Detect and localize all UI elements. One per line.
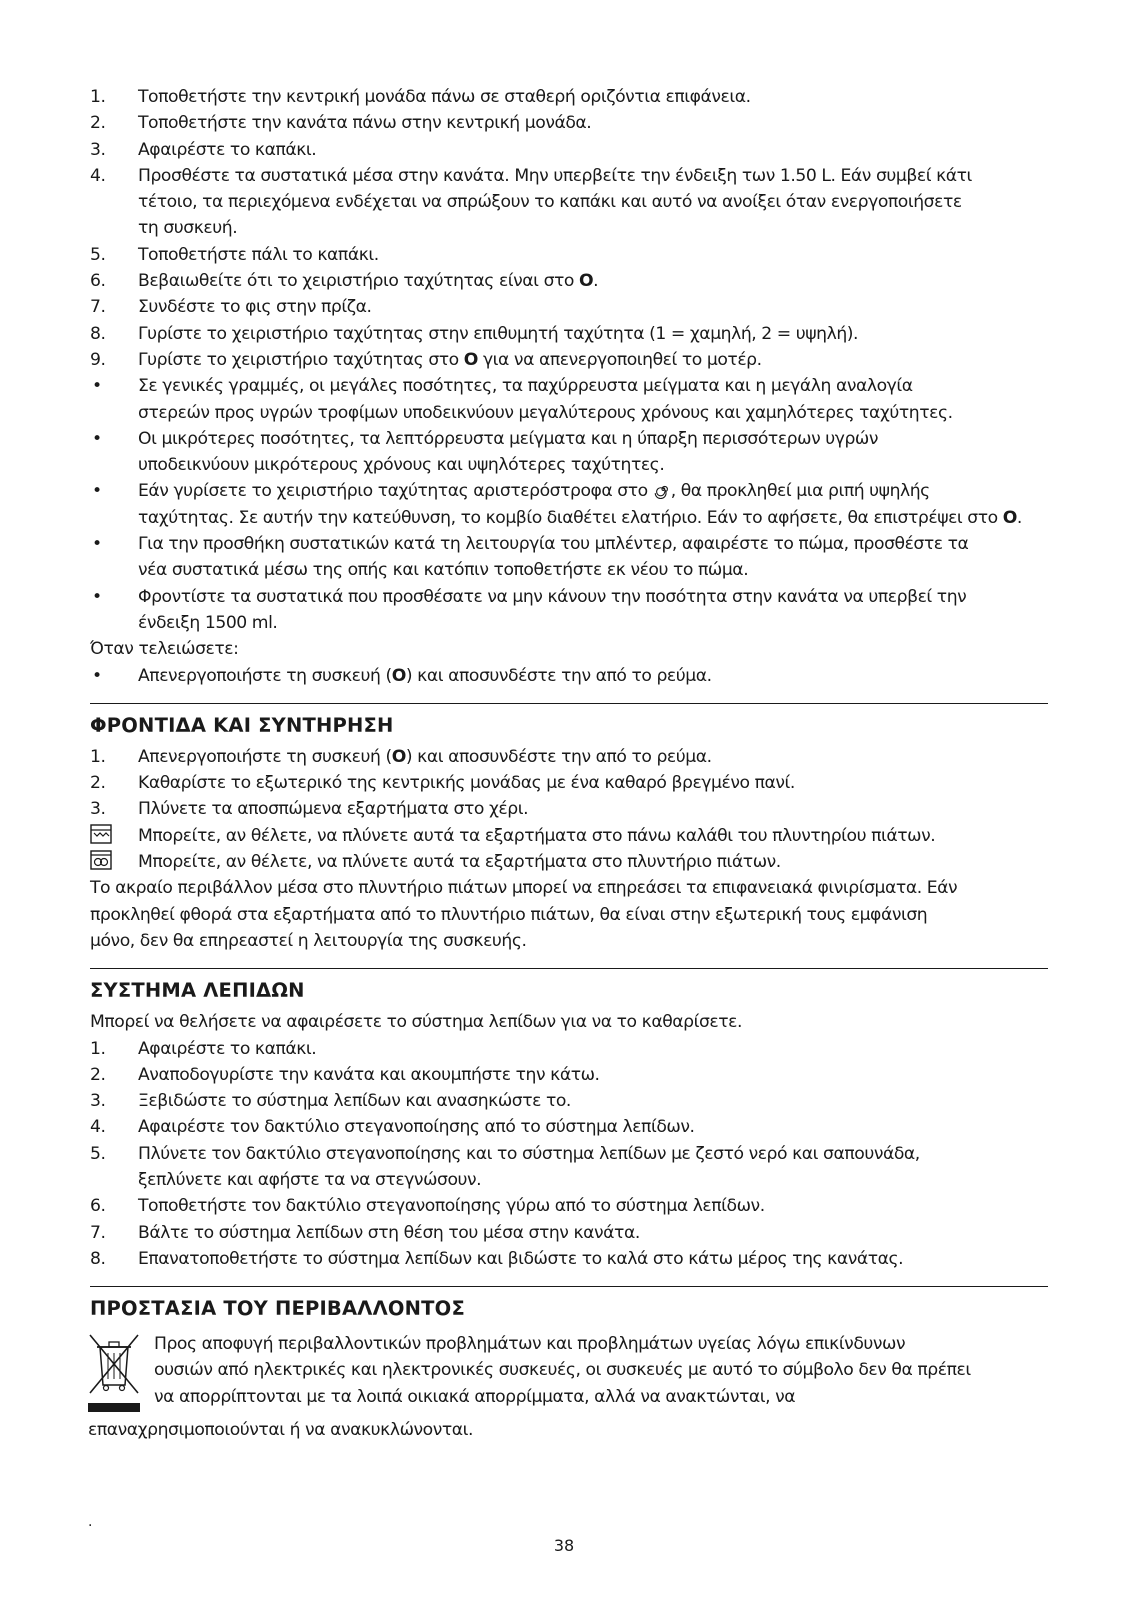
list-item: 2. Τοποθετήστε την κανάτα πάνω στην κεντρική μονάδα. bbox=[90, 113, 592, 134]
care-section bbox=[90, 744, 1048, 954]
list-item: Μπορείτε, αν θέλετε, να πλύνετε αυτά τα εξαρτήματα στο πάνω καλάθι του πλυντηρίου πιάτων. bbox=[90, 823, 1048, 849]
list-item: 4. Αφαιρέστε τον δακτύλιο στεγανοποίησης από το σύστημα λεπίδων. bbox=[90, 1117, 695, 1138]
list-item: 3. Ξεβιδώστε το σύστημα λεπίδων και ανασηκώστε το. bbox=[90, 1091, 571, 1112]
list-item: 1. Τοποθετήστε την κεντρική μονάδα πάνω σε σταθερή οριζόντια επιφάνεια. bbox=[90, 87, 751, 107]
blades-section bbox=[90, 1009, 1048, 1272]
list-item: 5. Τοποθετήστε πάλι το καπάκι. bbox=[90, 244, 379, 265]
section-divider bbox=[90, 703, 1048, 704]
list-item: 7. Συνδέστε το φις στην πρίζα. bbox=[90, 297, 372, 318]
paragraph: Το ακραίο περιβάλλον μέσα στο πλυντήριο πιάτων μπορεί να επηρεάσει τα επιφανειακά φινιρίσματα. Εάν προκληθεί φθορά στα εξαρτήματα από το πλυντήριο πιάτων, θα είναι στην εξωτερική τους εμφάνιση μόνο, δεν θα επηρεαστεί η λειτουργία της συσκευής. bbox=[90, 878, 958, 951]
usage-steps bbox=[90, 84, 1048, 373]
paragraph: Προς αποφυγή περιβαλλοντικών προβλημάτων και προβλημάτων υγείας λόγω επικίνδυνων ουσιών από ηλεκτρικές και ηλεκτρονικές συσκευές, οι συσκευές με αυτό το σύμβολο δεν θα πρέπει να απορρίπτονται με τα λοιπά οικιακά απορρίμματα, αλλά να ανακτώνται, να bbox=[154, 1334, 971, 1407]
care-heading: ΦΡΟΝΤΙΔΑ ΚΑΙ ΣΥΝΤΗΡΗΣΗ bbox=[90, 713, 394, 737]
footer-dot: . bbox=[88, 1514, 93, 1530]
paragraph: Μπορεί να θελήσετε να αφαιρέσετε το σύστημα λεπίδων για να το καθαρίσετε. bbox=[90, 1012, 743, 1033]
list-item: • Για την προσθήκη συστατικών κατά τη λειτουργία του μπλέντερ, αφαιρέστε το πώμα, προσθέστε τα νέα συστατικά μέσω της οπής και κατόπιν τοποθετήστε εκ νέου το πώμα. bbox=[92, 534, 969, 581]
crossed-bin-icon bbox=[86, 1331, 146, 1417]
blades-heading: ΣΥΣΤΗΜΑ ΛΕΠΙΔΩΝ bbox=[90, 979, 305, 1003]
list-item: 7. Βάλτε το σύστημα λεπίδων στη θέση του μέσα στην κανάτα. bbox=[90, 1222, 640, 1243]
list-item: • Απενεργοποιήστε τη συσκευή (O) και αποσυνδέστε την από το ρεύμα. bbox=[92, 665, 712, 686]
list-item: 6. Τοποθετήστε τον δακτύλιο στεγανοποίησης γύρω από το σύστημα λεπίδων. bbox=[90, 1196, 765, 1217]
off-symbol: O bbox=[391, 746, 406, 767]
list-item: • Οι μικρότερες ποσότητες, τα λεπτόρρευστα μείγματα και η ύπαρξη περισσότερων υγρών υποδεικνύουν μικρότερους χρόνους και υψηλότερες ταχύτητες. bbox=[92, 428, 879, 476]
dishwasher-top-rack-icon bbox=[90, 824, 112, 844]
when-done-label: Όταν τελειώσετε: bbox=[90, 639, 239, 660]
list-item: • Σε γενικές γραμμές, οι μεγάλες ποσότητες, τα παχύρρευστα μείγματα και η μεγάλη αναλογία στερεών προς υγρών τροφίμων υποδεικνύουν μεγαλύτερους χρόνους και χαμηλότερες ταχύτητες. bbox=[92, 376, 953, 423]
paragraph: επαναχρησιμοποιούνται ή να ανακυκλώνονται. bbox=[88, 1420, 474, 1441]
list-item: 2. Αναποδογυρίστε την κανάτα και ακουμπήστε την κάτω. bbox=[90, 1064, 600, 1085]
dishwasher-safe-icon bbox=[90, 850, 112, 870]
off-symbol: O bbox=[579, 271, 594, 292]
list-item: Μπορείτε, αν θέλετε, να πλύνετε αυτά τα εξαρτήματα στο πλυντήριο πιάτων. bbox=[90, 849, 1048, 875]
text-line: Προσθέστε τα συστατικά μέσα στην κανάτα. Μην υπερβείτε την ένδειξη των 1.50 L. Εάν συμβεί κάτι bbox=[138, 165, 972, 186]
environment-section bbox=[90, 1331, 1048, 1443]
list-item: 5. Πλύνετε τον δακτύλιο στεγανοποίησης και το σύστημα λεπίδων με ζεστό νερό και σαπουνάδα, ξεπλύνετε και αφήστε τα να στεγνώσουν. bbox=[90, 1143, 920, 1190]
text-line: τη συσκευή. bbox=[138, 218, 238, 239]
list-item: 2. Καθαρίστε το εξωτερικό της κεντρικής μονάδας με ένα καθαρό βρεγμένο πανί. bbox=[90, 773, 795, 794]
list-item: 1. Απενεργοποιήστε τη συσκευή (O) και αποσυνδέστε την από το ρεύμα. bbox=[90, 746, 712, 767]
list-item: 6. Βεβαιωθείτε ότι το χειριστήριο ταχύτητας είναι στο O. bbox=[90, 271, 599, 292]
usage-tips bbox=[90, 373, 1048, 689]
page-number: 38 bbox=[553, 1536, 575, 1555]
list-item: 8. Επανατοποθετήστε το σύστημα λεπίδων και βιδώστε το καλά στο κάτω μέρος της κανάτας. bbox=[90, 1248, 904, 1269]
off-symbol: O bbox=[391, 665, 406, 686]
section-divider bbox=[90, 1286, 1048, 1287]
off-symbol: O bbox=[463, 349, 478, 370]
list-item: 4. Προσθέστε τα συστατικά μέσα στην κανάτα. Μην υπερβείτε την ένδειξη των 1.50 L. Εάν συμβεί κάτι τέτοιο, τα περιεχόμενα ενδέχεται να σπρώξουν το καπάκι και αυτό να ανοίξει όταν ενεργοποιήσετε τη συσκευή. bbox=[90, 165, 972, 239]
text-line: τέτοιο, τα περιεχόμενα ενδέχεται να σπρώξουν το καπάκι και αυτό να ανοίξει όταν ενεργοποιήσετε bbox=[138, 192, 962, 213]
list-item: 3. Πλύνετε τα αποσπώμενα εξαρτήματα στο χέρι. bbox=[90, 799, 529, 820]
list-item: 8. Γυρίστε το χειριστήριο ταχύτητας στην επιθυμητή ταχύτητα (1 = χαμηλή, 2 = υψηλή). bbox=[90, 323, 859, 344]
list-item: 9. Γυρίστε το χειριστήριο ταχύτητας στο O για να απενεργοποιηθεί το μοτέρ. bbox=[90, 349, 762, 370]
list-item: 1. Αφαιρέστε το καπάκι. bbox=[90, 1038, 317, 1059]
off-symbol: O bbox=[1002, 507, 1017, 528]
list-item: • Εάν γυρίσετε το χειριστήριο ταχύτητας αριστερόστροφα στο , θα προκληθεί μια ριπή υψηλής ταχύτητας. Σε αυτήν την κατεύθυνση, το κομβίο διαθέτει ελατήριο. Εάν το αφήσετε, θα επιστρέψει στο O. bbox=[92, 481, 1022, 528]
list-item: 3. Αφαιρέστε το καπάκι. bbox=[90, 139, 317, 160]
list-item: • Φροντίστε τα συστατικά που προσθέσατε να μην κάνουν την ποσότητα στην κανάτα να υπερβεί την ένδειξη 1500 ml. bbox=[92, 586, 967, 633]
pulse-icon bbox=[653, 481, 671, 499]
section-divider bbox=[90, 968, 1048, 969]
document-page bbox=[90, 84, 1048, 1443]
environment-heading: ΠΡΟΣΤΑΣΙΑ ΤΟΥ ΠΕΡΙΒΑΛΛΟΝΤΟΣ bbox=[90, 1297, 465, 1321]
